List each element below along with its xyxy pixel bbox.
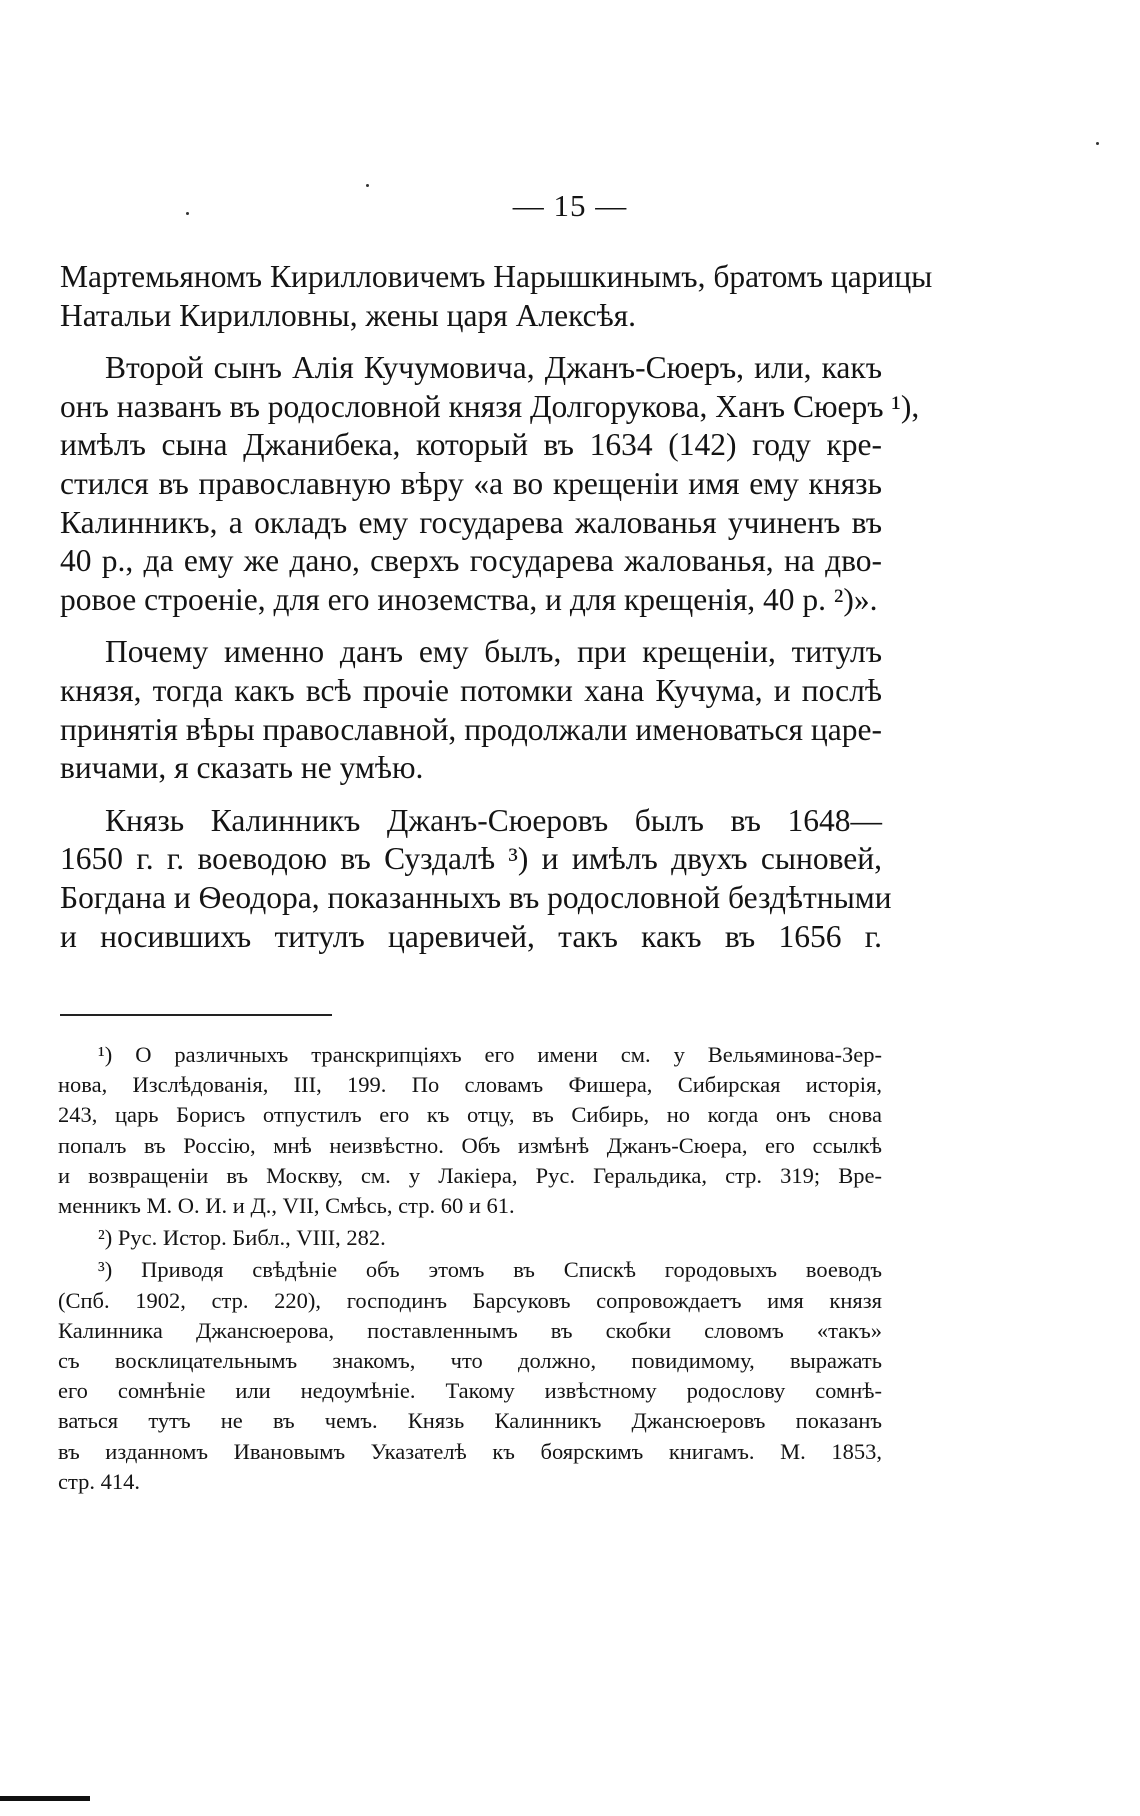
- footnote-divider: [60, 1014, 332, 1016]
- footnote-line: 243, царь Борисъ отпустилъ его къ отцу, въ Сибирь, но когда онъ снова: [58, 1102, 882, 1128]
- text-line: 40 р., да ему же дано, сверхъ государева жалованья, на дво-: [60, 543, 882, 579]
- text-line: онъ названъ въ родословной князя Долгорукова, Ханъ Сюеръ ¹),: [60, 388, 920, 424]
- print-speck: [1096, 142, 1099, 145]
- scan-edge-mark: [0, 1796, 90, 1801]
- text-line: и носившихъ титулъ царевичей, такъ какъ въ 1656 г.: [60, 918, 882, 954]
- paragraph: [60, 633, 882, 787]
- text-line: князя, тогда какъ всѣ прочіе потомки хана Кучума, и послѣ: [60, 672, 882, 708]
- footnote-line: менникъ М. О. И. и Д., VII, Смѣсь, стр. 60 и 61.: [58, 1193, 515, 1219]
- footnote-line: и возвращеніи въ Москву, см. у Лакіера, Рус. Геральдика, стр. 319; Вре-: [58, 1162, 882, 1188]
- text-line: имѣлъ сына Джанибека, который въ 1634 (142) году кре-: [60, 427, 882, 463]
- text-line: ровое строеніе, для его иноземства, и для крещенія, 40 р. ²)».: [60, 581, 878, 617]
- text-line: 1650 г. г. воеводою въ Суздалѣ ³) и имѣлъ двухъ сыновей,: [60, 841, 882, 877]
- paragraph: [60, 802, 892, 956]
- text-line: Богдана и Ѳеодора, показанныхъ въ родословной бездѣтными: [60, 879, 892, 915]
- paragraph: [60, 258, 933, 335]
- footnote-line: его сомнѣніе или недоумѣніе. Такому извѣстному родослову сомнѣ-: [58, 1378, 882, 1404]
- footnote-line: нова, Изслѣдованія, III, 199. По словамъ Фишера, Сибирская исторія,: [58, 1072, 882, 1098]
- text-line: принятія вѣры православной, продолжали именоваться царе-: [60, 711, 882, 747]
- footnote-line: ваться тутъ не въ чемъ. Князь Калинникъ Джансюеровъ показанъ: [58, 1408, 882, 1434]
- footnote: [58, 1223, 882, 1253]
- page-number: — 15 —: [512, 188, 628, 223]
- text-line: стился въ православную вѣру «а во крещеніи имя ему князь: [60, 465, 882, 501]
- text-line: Калинникъ, а окладъ ему государева жалованья учиненъ въ: [60, 504, 882, 540]
- text-line: Князь Калинникъ Джанъ-Сюеровъ былъ въ 1648—: [105, 802, 882, 838]
- footnote-line: въ изданномъ Ивановымъ Указателѣ къ боярскимъ книгамъ. М. 1853,: [58, 1438, 882, 1464]
- footnote: [58, 1040, 882, 1221]
- footnotes: [58, 1040, 882, 1499]
- paragraph: [60, 349, 920, 619]
- footnote-line: попалъ въ Россію, мнѣ неизвѣстно. Объ измѣнѣ Джанъ-Сюера, его ссылкѣ: [58, 1132, 882, 1158]
- text-line: Мартемьяномъ Кирилловичемъ Нарышкинымъ, братомъ царицы: [60, 259, 933, 294]
- footnote-line: ²) Рус. Истор. Библ., VIII, 282.: [98, 1225, 386, 1251]
- footnote-line: (Спб. 1902, стр. 220), господинъ Барсуковъ сопровождаетъ имя князя: [58, 1287, 882, 1313]
- main-text: [60, 258, 933, 956]
- text-line: вичами, я сказать не умѣю.: [60, 750, 424, 786]
- text-line: Почему именно данъ ему былъ, при крещеніи, титулъ: [105, 634, 882, 670]
- footnote-line: ¹) О различныхъ транскрипціяхъ его имени см. у Вельяминова-Зер-: [98, 1042, 882, 1067]
- footnote: [58, 1255, 882, 1497]
- print-speck: [366, 184, 369, 187]
- footnote-line: Калинника Джансюерова, поставленнымъ въ скобки словомъ «такъ»: [58, 1317, 882, 1343]
- text-line: Натальи Кирилловны, жены царя Алексѣя.: [60, 297, 637, 333]
- text-line: Второй сынъ Алія Кучумовича, Джанъ-Сюеръ, или, какъ: [105, 350, 882, 386]
- footnote-line: ³) Приводя свѣдѣніе объ этомъ въ Спискѣ городовыхъ воеводъ: [98, 1257, 882, 1283]
- footnote-line: стр. 414.: [58, 1468, 140, 1494]
- footnote-line: съ восклицательнымъ знакомъ, что должно, повидимому, выражать: [58, 1348, 882, 1374]
